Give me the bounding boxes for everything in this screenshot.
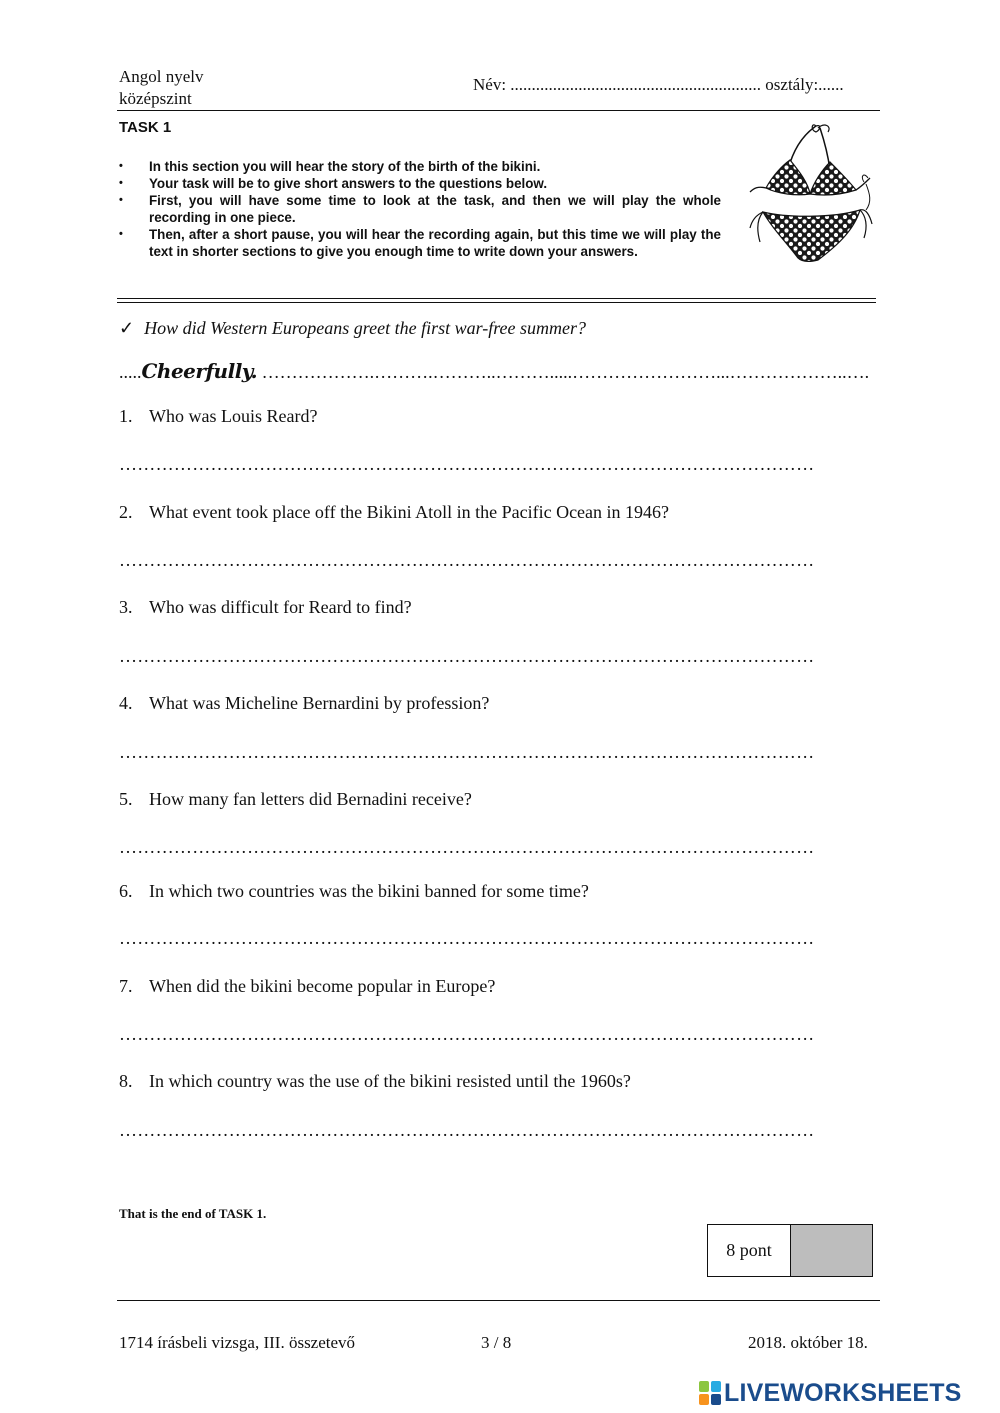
example-question-text: How did Western Europeans greet the first war-free summer? bbox=[144, 318, 587, 338]
instruction-item: • Then, after a short pause, you will hear the recording again, but this time we will play the text in shorter sections to give you enough time to write down your answers. bbox=[119, 227, 721, 259]
header-divider bbox=[117, 110, 880, 111]
answer-field-1[interactable]: …………………………………………………………………………………………………… bbox=[119, 454, 815, 474]
instruction-item: • In this section you will hear the story of the birth of the bikini. bbox=[119, 159, 541, 174]
question-1: 1. Who was Louis Reard? bbox=[119, 406, 318, 426]
bullet-icon: • bbox=[119, 228, 123, 240]
bullet-icon: • bbox=[119, 160, 123, 172]
score-label: 8 pont bbox=[708, 1225, 791, 1276]
question-5: 5. How many fan letters did Bernadini receive? bbox=[119, 789, 472, 809]
answer-field-6[interactable]: …………………………………………………………………………………………………… bbox=[119, 928, 815, 948]
end-note: That is the end of TASK 1. bbox=[119, 1206, 267, 1221]
bikini-illustration-icon bbox=[748, 120, 873, 268]
task-title: TASK 1 bbox=[119, 119, 172, 136]
question-4: 4. What was Micheline Bernardini by profession? bbox=[119, 693, 490, 713]
score-field[interactable] bbox=[791, 1225, 872, 1276]
answer-field-3[interactable]: …………………………………………………………………………………………………… bbox=[119, 646, 815, 666]
brand-name: LIVEWORKSHEETS bbox=[724, 1378, 962, 1407]
instructions-list bbox=[119, 158, 721, 260]
example-answer: Cheerfully. bbox=[141, 359, 258, 383]
example-answer-line: .....Cheerfully. ……………….……….………..……….....……………………...………………..…. bbox=[119, 359, 870, 383]
question-3: 3. Who was difficult for Reard to find? bbox=[119, 597, 412, 617]
section-divider bbox=[117, 298, 876, 299]
score-box bbox=[707, 1224, 873, 1277]
footer-page-number: 3 / 8 bbox=[481, 1333, 512, 1352]
checkmark-icon: ✓ bbox=[119, 318, 135, 338]
answer-field-7[interactable]: …………………………………………………………………………………………………… bbox=[119, 1024, 815, 1044]
instruction-item: • Your task will be to give short answers to the questions below. bbox=[119, 176, 548, 191]
answer-field-2[interactable]: …………………………………………………………………………………………………… bbox=[119, 550, 815, 570]
subject-level bbox=[119, 66, 204, 110]
answer-field-4[interactable]: …………………………………………………………………………………………………… bbox=[119, 742, 815, 762]
answer-field-8[interactable]: …………………………………………………………………………………………………… bbox=[119, 1120, 815, 1140]
example-question bbox=[119, 318, 586, 339]
question-2: 2. What event took place off the Bikini Atoll in the Pacific Ocean in 1946? bbox=[119, 502, 670, 522]
liveworksheets-logo-icon bbox=[698, 1380, 722, 1406]
question-8: 8. In which country was the use of the bikini resisted until the 1960s? bbox=[119, 1071, 631, 1091]
question-6: 6. In which two countries was the bikini banned for some time? bbox=[119, 881, 589, 901]
section-divider bbox=[117, 302, 876, 303]
subject-label: Angol nyelv bbox=[119, 67, 204, 86]
level-label: középszint bbox=[119, 89, 192, 108]
bullet-icon: • bbox=[119, 194, 123, 206]
instruction-item: • First, you will have some time to look at the task, and then we will play the whole recording in one piece. bbox=[119, 193, 721, 225]
brand-logo[interactable] bbox=[698, 1378, 962, 1408]
question-7: 7. When did the bikini become popular in Europe? bbox=[119, 976, 496, 996]
footer-divider bbox=[117, 1300, 880, 1301]
name-class-field[interactable]: Név: ........................................................... osztály:...... bbox=[473, 75, 844, 94]
bullet-icon: • bbox=[119, 177, 123, 189]
answer-field-5[interactable]: …………………………………………………………………………………………………… bbox=[119, 837, 815, 857]
footer-exam-code: 1714 írásbeli vizsga, III. összetevő bbox=[119, 1333, 356, 1352]
footer-date: 2018. október 18. bbox=[748, 1333, 868, 1352]
